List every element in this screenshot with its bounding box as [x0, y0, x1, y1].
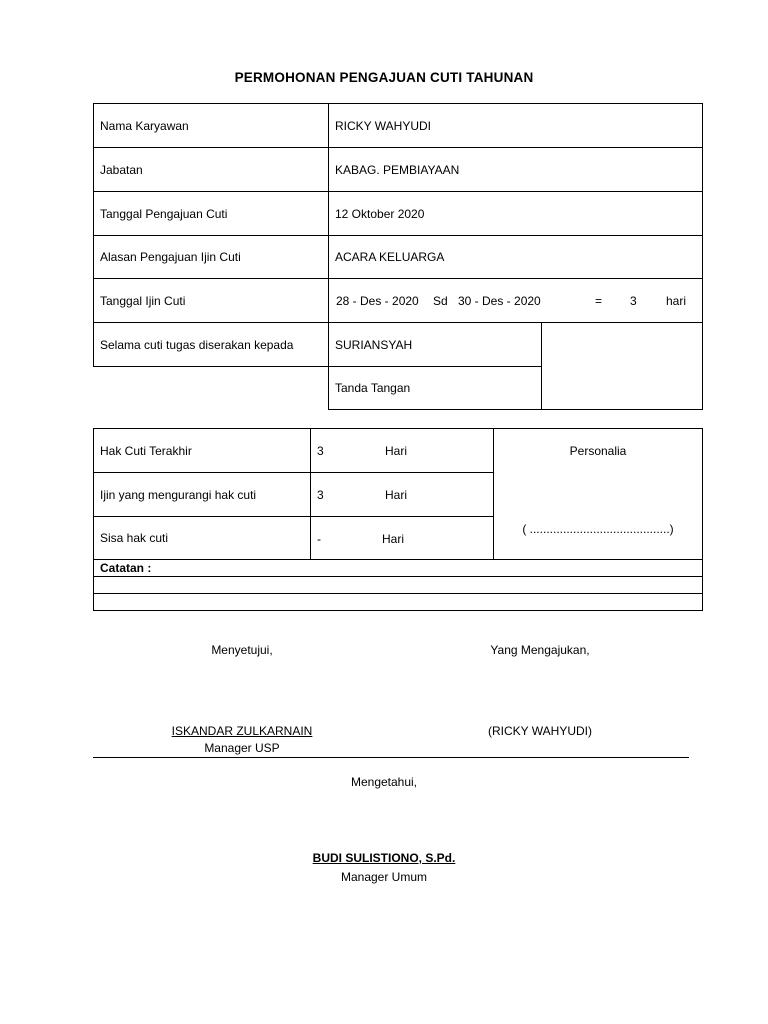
personalia-signature-line: ( ..........................................) [522, 522, 674, 536]
leave-days: 3 [630, 294, 637, 308]
delegate-label: Selama cuti tugas diserakan kepada [93, 322, 329, 367]
approver-title: Manager USP [204, 741, 280, 755]
acknowledge-label: Mengetahui, [350, 775, 418, 789]
applicant-label: Yang Mengajukan, [490, 643, 590, 657]
notes-label: Catatan : [93, 559, 703, 577]
leave-end: 30 - Des - 2020 [458, 294, 541, 308]
name-value: RICKY WAHYUDI [328, 103, 703, 148]
acknowledger-name: BUDI SULISTIONO, S.Pd. [312, 851, 456, 865]
name-label: Nama Karyawan [93, 103, 329, 148]
submission-date-value: 12 Oktober 2020 [328, 191, 703, 236]
reason-value: ACARA KELUARGA [328, 235, 703, 279]
form-title: PERMOHONAN PENGAJUAN CUTI TAHUNAN [234, 70, 534, 85]
reducing-label: Ijin yang mengurangi hak cuti [93, 472, 311, 517]
leave-equals: = [595, 294, 603, 308]
last-leave-value: 3 [317, 444, 324, 458]
submission-date-label: Tanggal Pengajuan Cuti [93, 191, 329, 236]
leave-start: 28 - Des - 2020 [336, 294, 419, 308]
signature-box [541, 322, 703, 410]
applicant-name: (RICKY WAHYUDI) [487, 724, 592, 738]
reducing-value: 3 [317, 488, 324, 502]
approver-name: ISKANDAR ZULKARNAIN [171, 724, 313, 738]
position-value: KABAG. PEMBIAYAAN [328, 147, 703, 192]
reducing-unit: Hari [385, 488, 408, 502]
remaining-unit: Hari [382, 532, 405, 546]
last-leave-unit: Hari [385, 444, 408, 458]
leave-date-label: Tanggal Ijin Cuti [93, 278, 329, 323]
last-leave-label: Hak Cuti Terakhir [93, 428, 311, 473]
leave-sd: Sd [433, 294, 448, 308]
reason-label: Alasan Pengajuan Ijin Cuti [93, 235, 329, 279]
notes-line-1 [93, 576, 703, 594]
acknowledger-title: Manager Umum [340, 870, 428, 884]
position-label: Jabatan [93, 147, 329, 192]
signature-label: Tanda Tangan [328, 366, 542, 410]
approve-label: Menyetujui, [211, 643, 273, 657]
remaining-value: - [317, 532, 321, 546]
remaining-label: Sisa hak cuti [93, 516, 311, 560]
personalia-label: Personalia [569, 444, 627, 458]
delegate-value: SURIANSYAH [328, 322, 542, 367]
divider-line [93, 757, 689, 758]
notes-line-2 [93, 593, 703, 611]
leave-days-unit: hari [666, 294, 687, 308]
